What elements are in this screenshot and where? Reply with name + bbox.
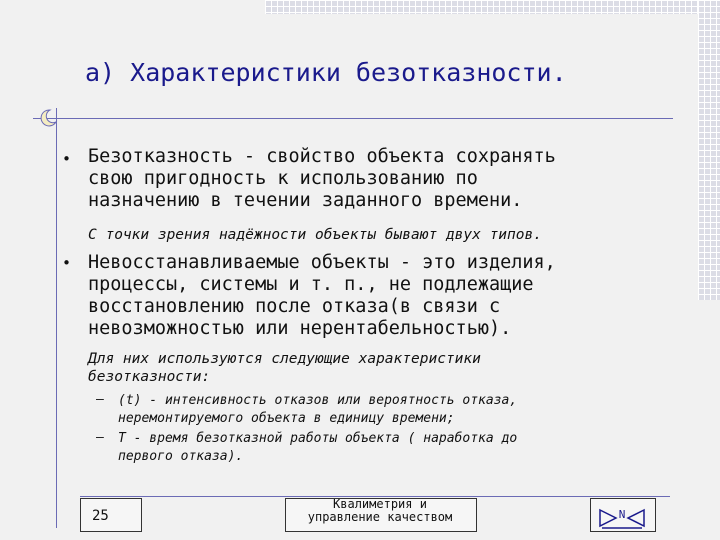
- course-title-line-2: управление качеством: [307, 510, 453, 524]
- definition-paragraph: [88, 146, 556, 212]
- course-title: [290, 498, 470, 524]
- definition-line-3: назначению в течении заданного времени.: [88, 190, 523, 211]
- grid-decoration-right: [698, 0, 720, 300]
- uptime-line-2: первого отказа).: [118, 449, 244, 464]
- failure-rate-item: [118, 392, 517, 428]
- grid-decoration-top: [265, 0, 720, 14]
- characteristics-line-2: безотказности:: [88, 369, 211, 385]
- page-number: 25: [92, 508, 109, 524]
- uptime-item: [118, 430, 517, 466]
- next-slide-button[interactable]: [596, 506, 648, 530]
- course-title-line-1: Квалиметрия и: [333, 497, 427, 511]
- nonrestorable-paragraph: [88, 252, 556, 340]
- page-number-box: [80, 498, 142, 532]
- characteristics-line-1: Для них используются следующие характеристики: [88, 351, 481, 367]
- bullet-2: •: [62, 254, 72, 272]
- dash-2: —: [96, 430, 104, 445]
- definition-line-2: свою пригодность к использованию по: [88, 168, 478, 189]
- crescent-moon-icon: [38, 108, 58, 128]
- failure-rate-line-1: (t) - интенсивность отказов или вероятность отказа,: [118, 393, 518, 408]
- object-types-note: С точки зрения надёжности объекты бывают двух типов.: [88, 227, 542, 243]
- uptime-line-1: T - время безотказной работы объекта ( наработка до: [118, 431, 518, 446]
- characteristics-intro: [88, 350, 481, 386]
- left-rule: [56, 108, 57, 528]
- title-divider: [33, 118, 673, 119]
- nonrestorable-line-3: восстановлению после отказа(в связи с: [88, 296, 501, 317]
- bullet-1: •: [62, 150, 72, 168]
- nav-label: N: [618, 508, 626, 521]
- nonrestorable-line-4: невозможностью или нерентабельностью).: [88, 318, 512, 339]
- slide-title: а) Характеристики безотказности.: [85, 58, 567, 87]
- nonrestorable-line-2: процессы, системы и т. п., не подлежащие: [88, 274, 534, 295]
- definition-line-1: Безотказность - свойство объекта сохранять: [88, 146, 556, 167]
- failure-rate-line-2: неремонтируемого объекта в единицу времени;: [118, 411, 455, 426]
- nonrestorable-line-1: Невосстанавливаемые объекты - это изделия,: [88, 252, 556, 273]
- dash-1: —: [96, 392, 104, 407]
